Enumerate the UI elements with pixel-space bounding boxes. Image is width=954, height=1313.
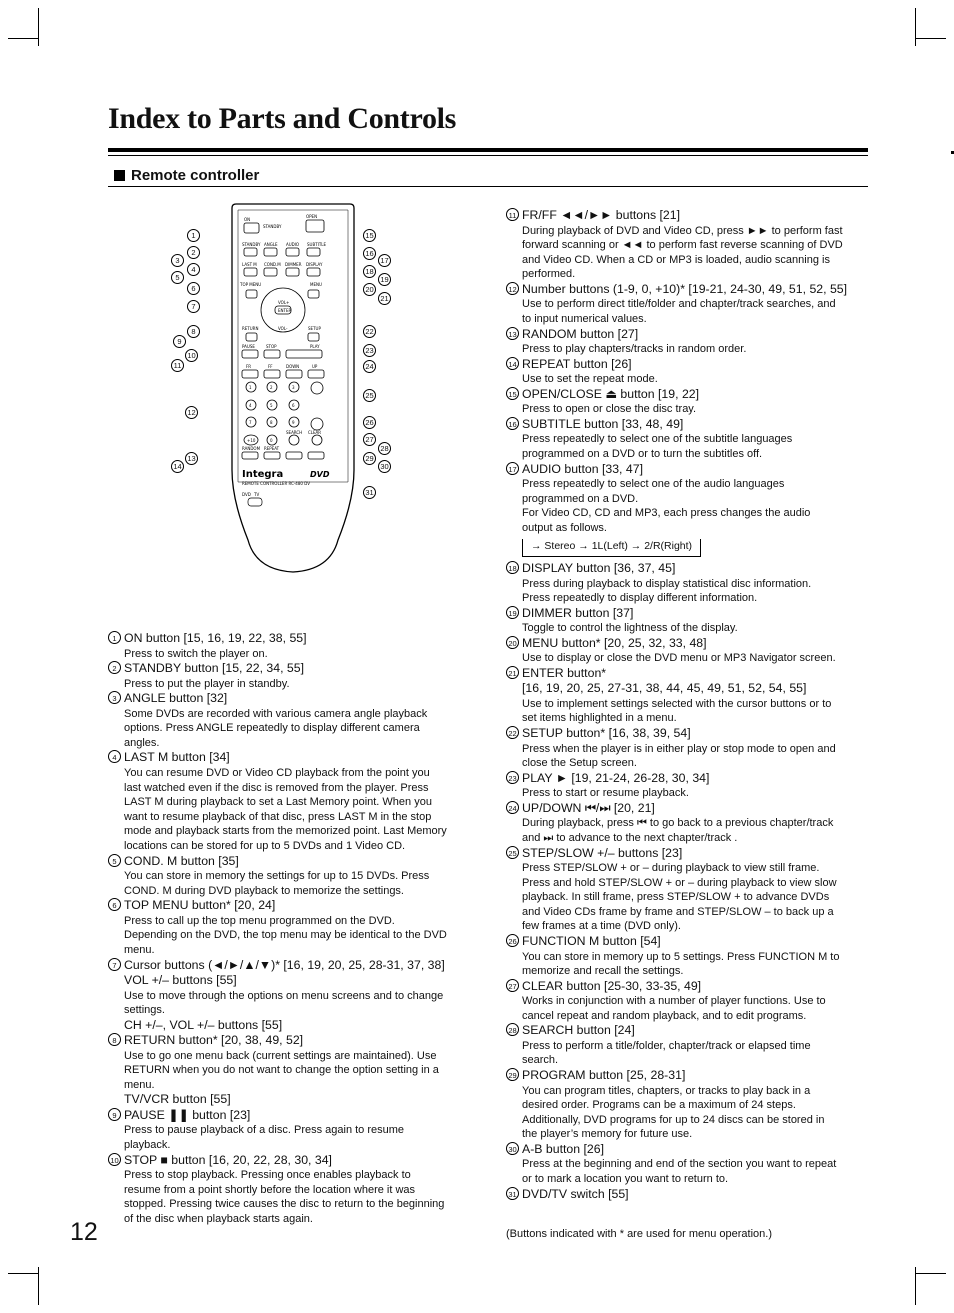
svg-text:OPEN: OPEN (306, 214, 318, 219)
item-heading-text: ON button [15, 16, 19, 22, 38, 55] (124, 631, 307, 645)
svg-text:LAST M: LAST M (242, 262, 257, 267)
svg-text:DISPLAY: DISPLAY (306, 262, 323, 267)
item-heading-text: Number buttons (1-9, 0, +10)* [19-21, 24-30, 49, 51, 52, 55] (522, 281, 848, 296)
item-description-line: Press to call up the top menu programmed on the DVD. (124, 914, 395, 927)
item-description-line: playback. (124, 1139, 171, 1152)
item-subheading: CH +/–, VOL +/– buttons [55] (124, 1017, 283, 1032)
svg-text:UP: UP (312, 364, 318, 369)
index-item-23 (506, 771, 876, 801)
item-description-line: Use to display or close the DVD menu or MP3 Navigator screen. (522, 652, 836, 665)
item-description-line: Press at the beginning and end of the section you want to repeat (522, 1158, 837, 1171)
item-heading-text: RETURN button* [20, 38, 49, 52] (124, 1033, 304, 1048)
item-heading (108, 631, 488, 647)
index-item-22 (506, 726, 876, 771)
item-description-line: angles. (124, 736, 160, 749)
item-heading (108, 854, 488, 870)
callout-16: 16 (363, 247, 376, 260)
item-description-line: Use to implement settings selected with the cursor buttons or to (522, 697, 832, 710)
remote-illustration (218, 200, 368, 580)
page-title: Index to Parts and Controls (108, 102, 457, 135)
item-number-badge: 25 (506, 846, 519, 859)
callout-5: 5 (171, 271, 184, 284)
item-heading-text: SEARCH button [24] (522, 1023, 635, 1038)
item-description-line: or to mark a location you want to return to. (522, 1173, 729, 1186)
index-item-4 (108, 750, 488, 853)
item-subheading: TV/VCR button [55] (124, 1092, 231, 1107)
svg-text:8: 8 (270, 420, 273, 425)
index-item-17 (506, 462, 876, 561)
item-description-line: want to resume playback of that disc, press LAST M in the stop (124, 810, 432, 823)
item-description-line: the player’s memory for future use. (522, 1128, 693, 1141)
callout-10: 10 (185, 349, 198, 362)
item-number-badge: 22 (506, 726, 519, 739)
item-description-line: Press to open or close the disc tray. (522, 403, 697, 416)
item-description-line: Press to stop playback. Pressing once enables playback to (124, 1169, 411, 1182)
svg-text:FF: FF (268, 364, 273, 369)
item-number-badge: 29 (506, 1068, 519, 1081)
item-heading-text: FUNCTION M button [54] (522, 934, 661, 948)
item-heading-text: LAST M button [34] (124, 750, 230, 765)
item-subheading: VOL +/– buttons [55] (124, 973, 237, 987)
svg-text:RANDOM: RANDOM (242, 446, 261, 451)
item-heading (108, 958, 488, 974)
svg-text:DVD: DVD (242, 492, 251, 497)
item-description-line: Use to go one menu back (current settings are maintained). Use (124, 1049, 437, 1062)
svg-text:COND.M: COND.M (264, 262, 281, 267)
item-description-line: set items highlighted in a menu. (522, 712, 677, 725)
item-heading-text: UP/DOWN ⏮/⏭ [20, 21] (522, 800, 655, 815)
section-heading-text: Remote controller (131, 167, 260, 184)
item-description-line: Press repeatedly to select one of the subtitle languages (522, 433, 793, 446)
item-number-badge: 19 (506, 606, 519, 619)
svg-text:ON: ON (244, 217, 251, 222)
svg-text:DIMMER: DIMMER (285, 262, 302, 267)
item-number-badge: 20 (506, 636, 519, 649)
item-heading (506, 666, 876, 682)
callout-14: 14 (171, 460, 184, 473)
index-item-5 (108, 854, 488, 899)
item-heading-text: ANGLE button [32] (124, 691, 228, 706)
index-item-19 (506, 606, 876, 636)
item-description-line: cancel repeat and random playback, and to edit programs. (522, 1009, 807, 1022)
item-description-line: locations can be stored for up to 5 DVDs and 1 Video CD. (124, 839, 406, 852)
item-description-line: You can store in memory the settings for up to 15 DVDs. Press (124, 870, 430, 883)
item-number-badge: 18 (506, 561, 519, 574)
item-heading-text: STOP ■ button [16, 20, 22, 28, 30, 34] (124, 1152, 332, 1167)
item-description-line: programmed on a DVD or to turn the subtitles off. (522, 447, 763, 460)
item-description-line: Toggle to control the lightness of the display. (522, 622, 738, 635)
callout-4: 4 (187, 263, 200, 276)
item-description-line: settings. (124, 1004, 165, 1017)
item-heading (108, 1108, 488, 1124)
item-heading (506, 561, 876, 577)
svg-text:RETURN: RETURN (242, 326, 259, 331)
item-heading (506, 327, 876, 343)
item-number-badge: 11 (506, 208, 519, 221)
item-description-line: Press to pause playback of a disc. Press again to resume (124, 1124, 405, 1137)
item-number-badge: 2 (108, 661, 121, 674)
item-description-line: mode and playback starts from the memorized point. Last Memory (124, 825, 447, 838)
item-description-line: LAST M during playback to set a Last Memory point. When you (124, 796, 432, 809)
footnote: (Buttons indicated with * are used for menu operation.) (506, 1228, 772, 1240)
title-rule (108, 148, 868, 152)
callout-27: 27 (363, 433, 376, 446)
callout-23: 23 (363, 344, 376, 357)
item-description-line: Press to perform a title/folder, chapter/track or elapsed time (522, 1039, 811, 1052)
svg-text:TOP MENU: TOP MENU (240, 282, 262, 287)
item-heading-text: SUBTITLE button [33, 48, 49] (522, 416, 684, 431)
index-item-31 (506, 1187, 876, 1203)
item-description-line: Use to move through the options on menu screens and to change (124, 989, 444, 1002)
item-description-line: During playback of DVD and Video CD, press ►► to perform fast (522, 224, 843, 237)
item-number-badge: 30 (506, 1142, 519, 1155)
item-heading (506, 801, 876, 817)
item-heading (506, 282, 876, 298)
svg-text:3: 3 (292, 385, 295, 390)
item-number-badge: 14 (506, 357, 519, 370)
item-number-badge: 16 (506, 417, 519, 430)
item-number-badge: 5 (108, 854, 121, 867)
index-item-18 (506, 561, 876, 606)
item-description-line: Press during playback to display statistical disc information. (522, 577, 812, 590)
item-heading-text: STANDBY button [15, 22, 34, 55] (124, 661, 305, 676)
item-description-line: and Video CD. When a CD or MP3 is loaded, audio scanning is (522, 253, 830, 266)
item-description-line: few frames at a time (DVD only). (522, 920, 681, 933)
item-number-badge: 23 (506, 771, 519, 784)
item-heading (506, 934, 876, 950)
section-rule (108, 186, 868, 187)
item-heading (506, 636, 876, 652)
svg-text:+10: +10 (247, 438, 256, 443)
index-item-12 (506, 282, 876, 327)
item-description-line: search. (522, 1054, 559, 1067)
item-heading-text: AUDIO button [33, 47] (522, 461, 643, 476)
crop-mark (915, 8, 916, 46)
item-heading (108, 750, 488, 766)
item-description-line: Press repeatedly to select one of the audio languages (522, 478, 785, 491)
item-description-line: Use to set the repeat mode. (522, 373, 658, 386)
callout-17: 17 (378, 254, 391, 267)
svg-text:2: 2 (270, 385, 273, 390)
item-heading-text: ENTER button* (522, 665, 607, 680)
item-heading-text: REPEAT button [26] (522, 356, 632, 371)
item-heading (506, 771, 876, 787)
item-number-badge: 7 (108, 958, 121, 971)
callout-8: 8 (187, 325, 200, 338)
callout-18: 18 (363, 265, 376, 278)
crop-mark (8, 38, 38, 39)
item-description-line: During playback, press ⏮ to go back to a previous chapter/track (522, 817, 834, 830)
item-description-line: close the Setup screen. (522, 757, 637, 770)
item-heading (506, 357, 876, 373)
callout-12: 12 (185, 406, 198, 419)
callout-31: 31 (363, 486, 376, 499)
svg-text:Integra: Integra (242, 469, 284, 480)
item-heading-text: PROGRAM button [25, 28-31] (522, 1068, 686, 1083)
title-rule-thin (108, 155, 868, 156)
item-description-line: You can store in memory up to 5 settings. Press FUNCTION M to (522, 950, 840, 963)
svg-text:STANDBY: STANDBY (242, 242, 261, 247)
item-description-line: RETURN when you do not want to change the option setting in a (124, 1064, 439, 1077)
item-description-line: resume from a point shortly before the location where it was (124, 1183, 416, 1196)
item-heading (506, 462, 876, 478)
item-description-line: and ⏭ to advance to the next chapter/track . (522, 831, 738, 844)
callout-9: 9 (173, 335, 186, 348)
item-heading-text: SETUP button* [16, 38, 39, 54] (522, 726, 691, 741)
square-bullet-icon (114, 170, 125, 181)
svg-text:REPEAT: REPEAT (264, 446, 280, 451)
svg-text:STOP: STOP (266, 344, 277, 349)
item-heading-text: DVD/TV switch [55] (522, 1186, 629, 1201)
item-description-line: For Video CD, CD and MP3, each press changes the audio (522, 507, 811, 520)
callout-21: 21 (378, 292, 391, 305)
item-heading (108, 691, 488, 707)
item-heading-text: MENU button* [20, 25, 32, 33, 48] (522, 635, 707, 650)
index-item-30 (506, 1142, 876, 1187)
index-item-26 (506, 934, 876, 979)
svg-text:AUDIO: AUDIO (286, 242, 300, 247)
item-number-badge: 21 (506, 666, 519, 679)
callout-7: 7 (187, 300, 200, 313)
item-description-line: output as follows. (522, 521, 607, 534)
item-number-badge: 4 (108, 750, 121, 763)
index-item-10 (108, 1153, 488, 1227)
svg-text:SUBTITLE: SUBTITLE (307, 242, 327, 247)
item-number-badge: 3 (108, 691, 121, 704)
item-heading-text: RANDOM button [27] (522, 326, 639, 341)
callout-20: 20 (363, 283, 376, 296)
item-heading (108, 1033, 488, 1049)
item-description-line: options. Press ANGLE repeatedly to display different camera (124, 722, 420, 735)
index-item-16 (506, 417, 876, 462)
left-column (108, 631, 488, 1227)
page-number: 12 (70, 1218, 98, 1246)
item-description-line: Press repeatedly to display different information. (522, 592, 758, 605)
item-description-line: Use to perform direct title/folder and chapter/track searches, and (522, 298, 836, 311)
item-description-line: to input numerical values. (522, 312, 647, 325)
svg-text:CLEAR: CLEAR (308, 430, 322, 435)
item-number-badge: 6 (108, 898, 121, 911)
item-heading (108, 898, 488, 914)
item-number-badge: 12 (506, 282, 519, 295)
item-description-line: menu. (124, 1078, 155, 1091)
item-heading-text: DIMMER button [37] (522, 605, 634, 620)
svg-text:1: 1 (249, 385, 252, 390)
item-heading (506, 1023, 876, 1039)
callout-15: 15 (363, 229, 376, 242)
crop-mark (38, 8, 39, 46)
crop-mark (8, 1273, 38, 1274)
item-heading-text: STEP/SLOW +/– buttons [23] (522, 845, 683, 860)
item-heading-text: TOP MENU button* [20, 24] (124, 898, 276, 913)
item-number-badge: 27 (506, 979, 519, 992)
index-item-3 (108, 691, 488, 750)
item-description-line: Additionally, DVD programs for up to 24 discs can be stored in (522, 1113, 825, 1126)
callout-22: 22 (363, 325, 376, 338)
item-heading (506, 417, 876, 433)
index-item-21 (506, 666, 876, 726)
index-item-13 (506, 327, 876, 357)
callout-28: 28 (378, 442, 391, 455)
item-heading (506, 606, 876, 622)
index-item-27 (506, 979, 876, 1024)
item-subheading: [16, 19, 20, 25, 27-31, 38, 44, 45, 49, 51, 52, 54, 55] (522, 681, 807, 696)
item-heading (108, 1153, 488, 1169)
crop-mark (916, 1273, 946, 1274)
item-number-badge: 9 (108, 1108, 121, 1121)
item-number-badge: 10 (108, 1153, 121, 1166)
svg-text:SETUP: SETUP (308, 326, 321, 331)
item-description-line: Depending on the DVD, the top menu may be identical to the DVD (124, 929, 447, 942)
index-item-15 (506, 387, 876, 417)
item-heading (506, 1142, 876, 1158)
callout-6: 6 (187, 282, 200, 295)
index-item-7 (108, 958, 488, 1034)
item-description-line: Some DVDs are recorded with various camera angle playback (124, 707, 428, 720)
item-number-badge: 31 (506, 1187, 519, 1200)
svg-text:PLAY: PLAY (310, 344, 320, 349)
item-heading-text: PLAY ► [19, 21-24, 26-28, 30, 34] (522, 770, 710, 785)
index-item-9 (108, 1108, 488, 1153)
callout-24: 24 (363, 360, 376, 373)
item-description-line: menu. (124, 943, 155, 956)
item-heading (506, 726, 876, 742)
item-number-badge: 13 (506, 327, 519, 340)
item-heading (108, 661, 488, 677)
item-description-line: desired order. Programs can be a maximum of 24 steps. (522, 1099, 796, 1112)
index-item-8 (108, 1033, 488, 1108)
item-description-line: and Video CDs frame by frame and STEP/SLOW – to back up a (522, 905, 834, 918)
svg-text:TV: TV (254, 492, 260, 497)
item-description-line: Press to switch the player on. (124, 647, 268, 660)
item-description-line: Press when the player is in either play or stop mode to open and (522, 742, 836, 755)
item-heading-text: CLEAR button [25-30, 33-35, 49] (522, 978, 702, 993)
svg-text:FR: FR (246, 364, 252, 369)
callout-29: 29 (363, 452, 376, 465)
item-description-line: forward scanning or ◄◄ to perform fast reverse scanning of DVD (522, 239, 843, 252)
item-description-line: performed. (522, 268, 576, 281)
callout-30: 30 (378, 460, 391, 473)
index-item-20 (506, 636, 876, 666)
item-description-line: playback. In still frame, press STEP/SLOW + to advance DVDs (522, 891, 830, 904)
item-heading-text: OPEN/CLOSE ⏏ button [19, 22] (522, 386, 700, 401)
callout-25: 25 (363, 389, 376, 402)
item-number-badge: 24 (506, 801, 519, 814)
svg-text:ENTER: ENTER (278, 308, 292, 313)
svg-text:DOWN: DOWN (286, 364, 300, 369)
right-column (506, 208, 876, 1202)
item-description-line: You can resume DVD or Video CD playback from the point you (124, 766, 430, 779)
svg-text:DVD: DVD (310, 470, 330, 479)
item-heading (506, 208, 876, 224)
index-item-25 (506, 846, 876, 934)
item-heading-text: Cursor buttons (◄/►/▲/▼)* [16, 19, 20, 25, 28-31, 37, 38] (124, 957, 445, 972)
item-description-line: Works in conjunction with a number of player functions. Use to (522, 995, 826, 1008)
svg-text:5: 5 (270, 403, 273, 408)
crop-mark (916, 38, 946, 39)
index-item-24 (506, 801, 876, 846)
item-heading-text: A-B button [26] (522, 1141, 605, 1156)
item-number-badge: 17 (506, 462, 519, 475)
item-description-line: memorize and recall the settings. (522, 965, 684, 978)
item-number-badge: 28 (506, 1023, 519, 1036)
item-heading-text: FR/FF ◄◄/►► buttons [21] (522, 208, 681, 222)
index-item-11 (506, 208, 876, 282)
section-heading (114, 167, 259, 184)
svg-text:0: 0 (270, 438, 273, 443)
callout-2: 2 (187, 246, 200, 259)
item-description-line: stopped. Pressing twice causes the disc to return to the beginning (124, 1198, 445, 1211)
item-description-line: of the disc when playback starts again. (124, 1212, 313, 1225)
callout-3: 3 (171, 254, 184, 267)
index-item-29 (506, 1068, 876, 1142)
callout-11: 11 (171, 359, 184, 372)
item-heading-text: DISPLAY button [36, 37, 45] (522, 561, 676, 575)
item-heading (506, 1068, 876, 1084)
item-number-badge: 15 (506, 387, 519, 400)
index-item-14 (506, 357, 876, 387)
item-heading-text: COND. M button [35] (124, 853, 239, 868)
item-heading (506, 846, 876, 862)
svg-text:REMOTE CONTROLLER RC-480 DV: REMOTE CONTROLLER RC-480 DV (242, 481, 310, 486)
index-item-2 (108, 661, 488, 691)
callout-13: 13 (185, 452, 198, 465)
svg-text:MENU: MENU (310, 282, 322, 287)
index-item-6 (108, 898, 488, 957)
item-number-badge: 8 (108, 1033, 121, 1046)
svg-text:7: 7 (249, 420, 252, 425)
svg-text:9: 9 (292, 420, 295, 425)
index-item-28 (506, 1023, 876, 1068)
item-heading (506, 979, 876, 995)
item-heading (506, 387, 876, 403)
svg-text:SEARCH: SEARCH (286, 430, 303, 435)
item-number-badge: 1 (108, 631, 121, 644)
svg-text:STANDBY: STANDBY (263, 224, 282, 229)
svg-text:VOL+: VOL+ (278, 300, 290, 305)
item-description-line: Press STEP/SLOW + or – during playback to view still frame. (522, 862, 820, 875)
item-description-line: Press to start or resume playback. (522, 787, 689, 800)
svg-text:ANGLE: ANGLE (264, 242, 278, 247)
item-heading-text: PAUSE ❚❚ button [23] (124, 1107, 251, 1122)
item-heading (506, 1187, 876, 1203)
item-description-line: COND. M during DVD playback to memorize the settings. (124, 884, 404, 897)
audio-output-cycle: → Stereo → 1L(Left) → 2/R(Right) (522, 539, 701, 557)
item-description-line: last watched even if the disc is removed from the player. Press (124, 781, 429, 794)
callout-26: 26 (363, 416, 376, 429)
svg-text:VOL-: VOL- (278, 326, 288, 331)
index-item-1 (108, 631, 488, 661)
callout-19: 19 (378, 273, 391, 286)
item-description-line: Press to play chapters/tracks in random order. (522, 343, 747, 356)
crop-mark (38, 1267, 39, 1305)
svg-text:PAUSE: PAUSE (242, 344, 255, 349)
item-description-line: Press to put the player in standby. (124, 677, 290, 690)
item-description-line: Press and hold STEP/SLOW + or – during playback to view slow (522, 876, 837, 889)
svg-text:4: 4 (249, 403, 252, 408)
callout-1: 1 (187, 229, 200, 242)
item-number-badge: 26 (506, 934, 519, 947)
svg-text:6: 6 (292, 403, 295, 408)
item-description-line: You can program titles, chapters, or tracks to play back in a (522, 1084, 811, 1097)
item-description-line: programmed on a DVD. (522, 492, 639, 505)
